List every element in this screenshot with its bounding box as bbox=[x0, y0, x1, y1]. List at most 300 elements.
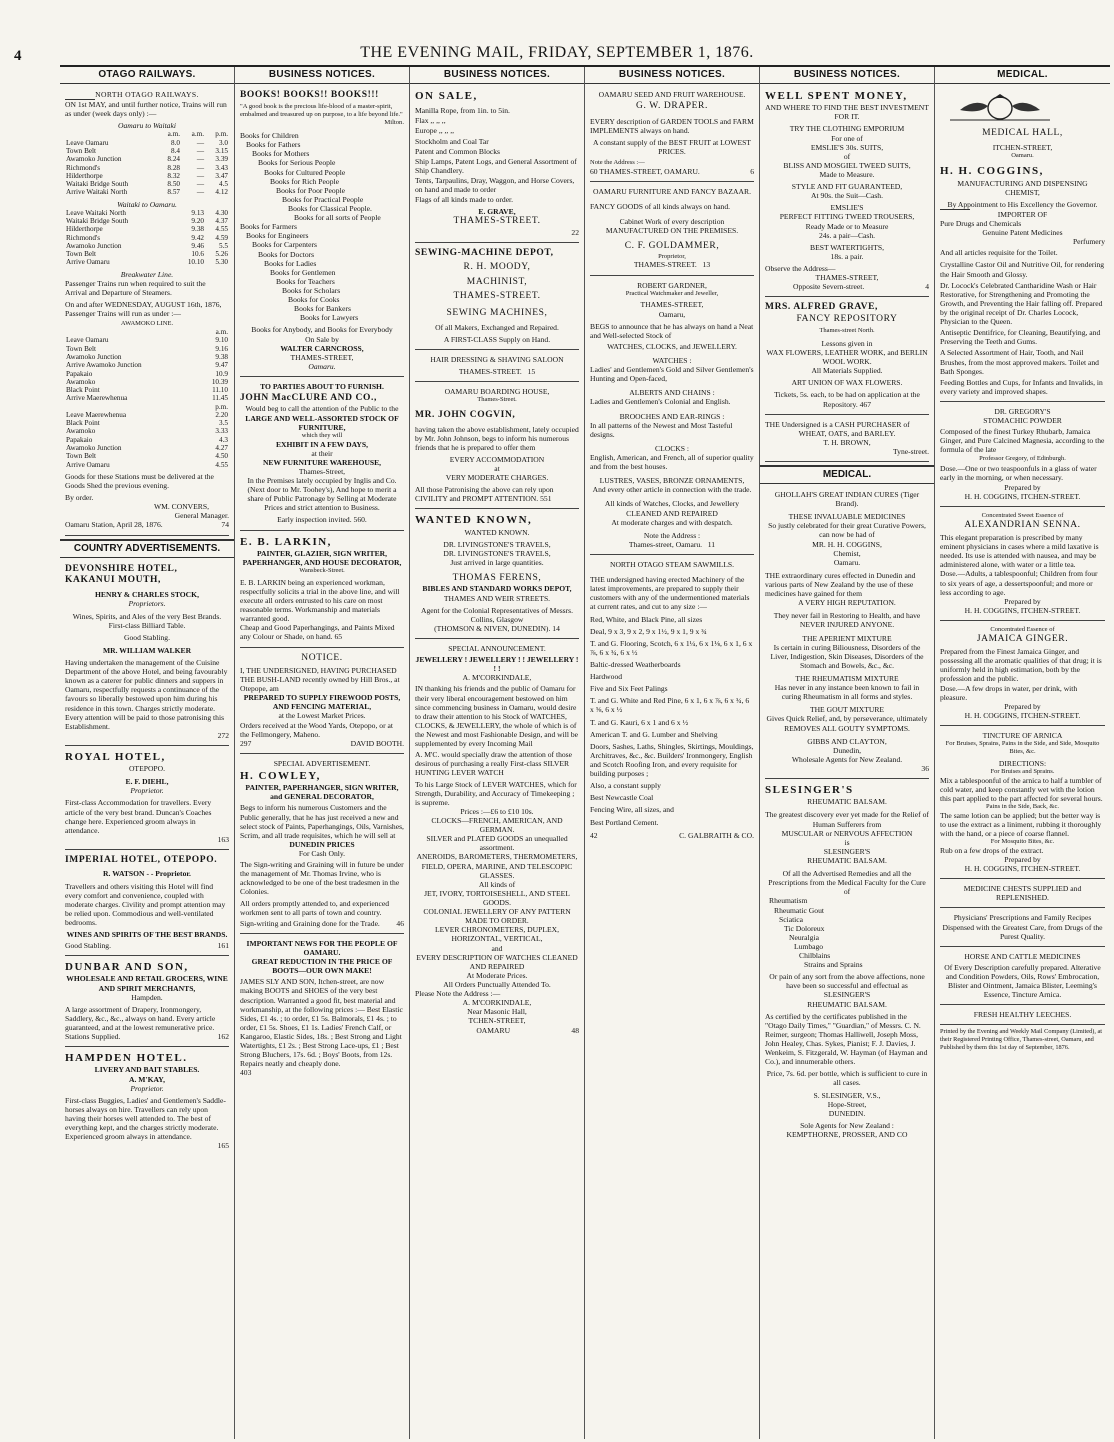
ad-subtitle: MR. WILLIAM WALKER bbox=[102, 645, 192, 655]
ad-street: Tyne-street. bbox=[893, 446, 929, 456]
ad-owner: A. M'CORKINDALE, bbox=[462, 998, 532, 1008]
timetable-row bbox=[65, 361, 229, 369]
station-name: Leave Oamaru bbox=[66, 138, 109, 147]
ad-owner: G. W. DRAPER. bbox=[636, 101, 708, 112]
timetable-title: Oamaru to Waitaki bbox=[118, 121, 176, 131]
list-item: Sciatica bbox=[779, 914, 804, 924]
station-name: Richmond's bbox=[66, 163, 101, 172]
ad-text: BLISS AND MOSGIEL TWEED SUITS, bbox=[783, 160, 911, 170]
ad-text: DR. LIVINGSTONE'S TRAVELS, bbox=[443, 539, 551, 549]
ad-place: Oamaru. bbox=[1011, 151, 1034, 159]
ad-subtitle: MACHINIST, bbox=[466, 276, 528, 287]
timetable-row bbox=[65, 172, 229, 180]
ad-owner: R. H. MOODY, bbox=[463, 262, 531, 273]
timetable-row bbox=[65, 411, 229, 419]
ad-street: THAMES-STREET. bbox=[453, 216, 541, 227]
list-item: Flax ,, ,, ,, bbox=[415, 116, 446, 126]
ad-text: First-class Buggies, Ladies' and Gentlemen's Saddle-horses always on hire. Travellers can rely upon having their horses well attended to. The best of everything kept, and the charges strictly moderate. Experienced groom always in attendance. bbox=[65, 1095, 226, 1142]
ad-subtitle: WHEAT, OATS, and BARLEY. bbox=[798, 428, 896, 438]
ad-owner: DAVID BOOTH. bbox=[350, 738, 404, 748]
ad-text: Physicians' Prescriptions and Family Recipes Dispensed with the Greatest Care, from Drugs of the Purest Quality. bbox=[942, 913, 1103, 941]
ad-text: Ready Made or to Measure bbox=[805, 221, 889, 231]
timetable-row bbox=[65, 436, 229, 444]
ad-place: OTEPOPO. bbox=[128, 764, 166, 774]
ad-street: Wansbeck-Street. bbox=[299, 566, 345, 574]
departure-time: 9.13 bbox=[191, 208, 204, 217]
ad-text: STYLE AND FIT GUARANTEED, bbox=[791, 182, 903, 192]
list-item: Feeding Bottles and Cups, for Infants and Invalids, in every variety and improved shapes. bbox=[940, 377, 1103, 396]
ad-number: 65 bbox=[334, 632, 343, 642]
signature-name: WM. CONVERS, bbox=[153, 502, 209, 512]
timetable-row bbox=[65, 209, 229, 217]
list-item: Books for Teachers bbox=[276, 276, 335, 286]
ad-text: TRY THE CLOTHING EMPORIUM bbox=[789, 124, 905, 134]
column-heading: OTAGO RAILWAYS. bbox=[60, 67, 234, 84]
departure-time: 9.20 bbox=[191, 217, 204, 226]
ad-text: Composed of the finest Turkey Rhubarb, Jamaica Ginger, and Pure Calcined Magnesia, according to the formula of the late bbox=[940, 427, 1105, 455]
gregory-powder-ad bbox=[940, 404, 1105, 507]
ad-title: WELL SPENT MONEY, bbox=[765, 90, 908, 102]
timetable-row bbox=[65, 258, 229, 266]
notice-ad bbox=[240, 650, 404, 754]
ad-street: ITCHEN-STREET, bbox=[992, 142, 1053, 152]
ad-owner: HENRY & CHARLES STOCK, bbox=[95, 590, 199, 600]
ad-subtitle: JEWELLERY ! JEWELLERY ! ! JEWELLERY ! ! ! bbox=[415, 655, 579, 674]
departure-time: 4.50 bbox=[215, 452, 228, 461]
departure-time: 9.38 bbox=[191, 225, 204, 234]
ad-text: And all articles requisite for the Toilet. bbox=[940, 248, 1058, 258]
ad-street: Thames-street, Oamaru. bbox=[628, 539, 703, 549]
ad-subtitle: COLONIAL JEWELLERY OF ANY PATTERN MADE TO ORDER. bbox=[423, 907, 571, 926]
departure-time: 9.16 bbox=[215, 344, 228, 353]
ad-street: 60 THAMES-STREET, OAMARU. bbox=[590, 166, 700, 176]
departure-time: 11.45 bbox=[212, 394, 228, 403]
station-name: Awamoko Junction bbox=[66, 352, 122, 361]
ad-title: ROYAL HOTEL, bbox=[65, 750, 166, 763]
ad-subtitle: CLEANED AND REPAIRED bbox=[626, 508, 718, 518]
station-name: Town Belt bbox=[66, 250, 97, 259]
timetable-row bbox=[65, 444, 229, 452]
departure-time: 8.50 bbox=[167, 180, 180, 189]
list-item: Manilla Rope, from 1in. to 5in. bbox=[415, 106, 510, 116]
list-item: American T. and G. Lumber and Shelving bbox=[590, 729, 718, 739]
ad-title: NOTICE. bbox=[301, 652, 343, 663]
ad-title: IMPORTANT NEWS FOR THE PEOPLE OF OAMARU. bbox=[246, 938, 398, 957]
ad-subtitle: LARGE AND WELL-ASSORTED STOCK OF FURNITURE, bbox=[245, 413, 399, 432]
ad-subtitle: LIVERY AND BAIT STABLES. bbox=[94, 1065, 200, 1075]
hampden-hotel-ad bbox=[65, 1049, 229, 1155]
ad-place: OAMARU bbox=[476, 1025, 511, 1035]
list-item: Five and Six Feet Palings bbox=[590, 684, 668, 694]
ad-text: EMSLIE'S bbox=[830, 203, 864, 213]
ad-owner: H. H. COGGINS, ITCHEN-STREET. bbox=[964, 864, 1081, 874]
departure-time: 3.5 bbox=[219, 419, 228, 428]
timetable-row bbox=[65, 461, 229, 469]
ad-text: Orders received at the Wood Yards, Otepopo, or at the Fellmongery, Maheno. bbox=[240, 720, 393, 739]
ad-text: Please Note the Address :— bbox=[415, 989, 501, 999]
departure-time: 8.4 bbox=[171, 147, 180, 155]
ad-text: A large assortment of Drapery, Ironmongery, Saddlery, &c., &c., always on hand. Every article guaranteed, and at the lowest remunerative price. bbox=[65, 1004, 216, 1033]
ad-title: TO PARTIES ABOUT TO FURNISH. bbox=[260, 381, 384, 391]
ad-number: 560. bbox=[353, 515, 367, 525]
timetable-row bbox=[65, 164, 229, 172]
ad-number: 46 bbox=[396, 918, 404, 928]
station-name: Arrive Awamoko Junction bbox=[66, 361, 142, 370]
ad-text: Note the Address : bbox=[643, 530, 701, 540]
ad-text: The same lotion can be applied; but the better way is to use the extract as a liniment, rubbing it thoroughly with the hand, or a piece of coarse flannel. bbox=[940, 810, 1102, 838]
ad-place: Hampden. bbox=[131, 992, 163, 1002]
ad-title: MEDICAL HALL, bbox=[982, 128, 1063, 139]
ad-subtitle: Practical Watchmaker and Jeweller, bbox=[625, 289, 719, 297]
ad-subtitle: SLESINGER'S bbox=[823, 846, 871, 856]
ad-text: EMSLIE'S 30s. SUITS, bbox=[810, 142, 884, 152]
list-item: Books for Children bbox=[240, 131, 299, 141]
station-name: Town Belt bbox=[66, 452, 97, 461]
ad-street: THAMES-STREET, bbox=[290, 352, 354, 362]
station-name: Black Point bbox=[66, 419, 100, 428]
ad-text: having taken the above establishment, lately occupied by Mr. John Johnson, begs to inform his numerous friends that he is prepared to offer them bbox=[415, 424, 579, 452]
ad-title: ROBERT GARDNER, bbox=[637, 280, 707, 290]
ad-place: Dunedin, bbox=[832, 745, 862, 755]
station-name: Waitaki Bridge South bbox=[66, 217, 129, 226]
ad-number: 48 bbox=[571, 1025, 579, 1035]
cash-purchaser-ad bbox=[765, 417, 929, 462]
ad-street: THAMES-STREET, bbox=[640, 300, 704, 310]
ad-subtitle: A VERY HIGH REPUTATION. bbox=[798, 598, 896, 608]
ad-title: DEVONSHIRE HOTEL, KAKANUI MOUTH, bbox=[65, 563, 178, 585]
ad-title: DUNBAR AND SON, bbox=[65, 961, 189, 974]
ad-text: Mix a tablespoonful of the arnica to half a tumbler of cold water, and keep constantly wet with the lotion this part applied to the part affected for several hours. bbox=[940, 775, 1103, 803]
ad-text: Genuine Patent Medicines bbox=[982, 228, 1063, 238]
column-heading: BUSINESS NOTICES. bbox=[235, 67, 409, 84]
prescriptions-ad bbox=[940, 910, 1105, 946]
list-item: Fencing Wire, all sizes, and bbox=[590, 805, 674, 815]
ad-text: Of Every Description carefully prepared. Alterative and Condition Powders, Oils, Rows' Embrocation, Blister and Ointment, Jamaica Blister, Leeming's Essence, Tincture Arnica. bbox=[944, 962, 1101, 1000]
ad-subtitle: DIRECTIONS: bbox=[998, 758, 1047, 768]
station-name: Black Point bbox=[66, 386, 100, 395]
on-sale-ad bbox=[415, 87, 579, 243]
ad-subtitle: RHEUMATIC BALSAM. bbox=[807, 797, 887, 807]
column-heading: BUSINESS NOTICES. bbox=[760, 67, 934, 84]
ad-subtitle: WANTED KNOWN. bbox=[464, 527, 530, 537]
ad-owner: A. M'CORKINDALE, bbox=[462, 673, 532, 683]
departure-time: p.m. bbox=[215, 130, 228, 139]
ad-subtitle: CLOCKS : bbox=[655, 443, 689, 453]
ad-text: Agent for the Colonial Representatives of Messrs. Collins, Glasgow bbox=[420, 605, 574, 624]
dunbar-ad bbox=[65, 958, 229, 1047]
hair-dressing-ad bbox=[415, 352, 579, 382]
ad-text: at the Lowest Market Prices. bbox=[278, 711, 366, 721]
ad-number: 163 bbox=[217, 834, 229, 844]
ad-text: Sole Agents for New Zealand : bbox=[800, 1120, 894, 1130]
ad-subtitle: IMPORTER OF bbox=[997, 209, 1048, 219]
ad-owner: H. H. COGGINS, ITCHEN-STREET. bbox=[964, 605, 1081, 615]
section-title: Breakwater Line. bbox=[120, 269, 174, 279]
ad-text: THE extraordinary cures effected in Dunedin and various parts of New Zealand by the use of these medicines have gained for them bbox=[765, 570, 916, 599]
station-name: Awamoko Junction bbox=[66, 155, 122, 164]
departure-time: 3.15 bbox=[215, 147, 228, 155]
ailment-list bbox=[765, 896, 929, 969]
ad-text: Pure Drugs and Chemicals bbox=[940, 219, 1022, 229]
ad-text: THE Undersigned is a CASH PURCHASER of bbox=[765, 419, 910, 429]
ad-subtitle: THE RHEUMATISM MIXTURE bbox=[795, 674, 899, 684]
ad-text: Near Masonic Hall, bbox=[467, 1007, 527, 1017]
ad-street: THAMES-STREET. bbox=[458, 367, 522, 377]
list-item: Books for Scholars bbox=[282, 285, 341, 295]
station-name: Leave Maerewhenua bbox=[66, 410, 127, 419]
station-name bbox=[65, 328, 205, 336]
list-item: Books for Gentlemen bbox=[270, 267, 336, 277]
ad-owner: JOHN MacCLURE AND CO., bbox=[240, 393, 377, 404]
ad-subtitle: NEVER INJURED ANYONE. bbox=[799, 620, 895, 630]
books-ad bbox=[240, 87, 404, 377]
departure-time: 3.39 bbox=[215, 155, 228, 164]
ad-title: TINCTURE OF ARNICA bbox=[982, 731, 1063, 741]
ad-owner: R. WATSON - - Proprietor. bbox=[103, 869, 191, 879]
list-item: Best Portland Cement. bbox=[590, 817, 659, 827]
ad-text: At Moderate Prices. bbox=[466, 970, 528, 980]
ghollah-cures-ad bbox=[765, 487, 929, 779]
ad-title: DR. GREGORY'S bbox=[994, 407, 1051, 416]
sawmills-ad bbox=[590, 557, 754, 845]
newspaper-columns bbox=[60, 67, 1110, 1439]
ad-text: Ladies and Gentlemen's Colonial and English. bbox=[590, 397, 731, 407]
list-item: Books for Doctors bbox=[258, 249, 315, 259]
ad-text: So justly celebrated for their great Curative Powers, can now be had of bbox=[768, 521, 926, 540]
ad-number: 6 bbox=[750, 166, 754, 176]
ad-text: Wines, Spirits, and Ales of the very Best Brands. First-class Billiard Table. bbox=[72, 611, 222, 630]
ad-place: Oamaru, bbox=[658, 309, 686, 319]
list-item: Books for Serious People bbox=[258, 158, 336, 168]
ad-text: All Orders Punctually Attended To. bbox=[443, 979, 551, 989]
station-name: Papakaio bbox=[66, 435, 93, 444]
ad-street: Thames-Street. bbox=[477, 396, 517, 404]
ad-subtitle: WATCHES, CLOCKS, and JEWELLERY. bbox=[607, 341, 737, 351]
ad-text: All kinds of bbox=[478, 879, 516, 889]
departure-time: 5.5 bbox=[219, 241, 228, 250]
ad-subtitle: WAX FLOWERS, LEATHER WORK, and BERLIN WOOL WORK. bbox=[766, 347, 928, 367]
timetable-waitaki-oamaru bbox=[65, 209, 229, 267]
ad-text: Rub on a few drops of the extract. bbox=[940, 845, 1044, 855]
departure-time: 3.33 bbox=[215, 427, 228, 436]
ad-text: Tickets, 5s. each, to be had on application at the Repository. bbox=[774, 390, 920, 409]
station-name bbox=[65, 130, 157, 138]
ad-text: Dose.—One or two teaspoonfuls in a glass of water early in the morning, or when necessary. bbox=[940, 464, 1097, 483]
ad-subtitle: THE APERIENT MIXTURE bbox=[802, 633, 892, 643]
ad-subtitle: GREAT REDUCTION IN THE PRICE OF BOOTS—OUR OWN MAKE! bbox=[251, 957, 393, 976]
books-list bbox=[240, 131, 404, 322]
departure-time: a.m. bbox=[215, 328, 228, 337]
ad-text: Sign-writing and Graining done for the Trade. bbox=[240, 918, 380, 928]
ad-subtitle: PERFECT FITTING TWEED TROUSERS, bbox=[779, 212, 915, 222]
ad-text: Lessons given in bbox=[821, 338, 873, 348]
ad-text: For Mosquito Bites, &c. bbox=[990, 838, 1055, 846]
list-item: T. and G. Flooring, Scotch, 6 x 1¼, 6 x 1⅛, 6 x 1, 6 x ⅞, 6 x ¾, 6 x ½ bbox=[590, 638, 753, 657]
ad-subtitle: THESE INVALUABLE MEDICINES bbox=[788, 512, 906, 522]
ad-text: Dose.—A few drops in water, per drink, with pleasure. bbox=[940, 683, 1078, 702]
ad-title: IMPERIAL HOTEL, OTEPOPO. bbox=[65, 855, 218, 866]
ad-title: OAMARU SEED AND FRUIT WAREHOUSE. bbox=[598, 90, 746, 99]
departure-time: 4.27 bbox=[215, 444, 228, 453]
station-name: Arrive Waitaki North bbox=[66, 188, 128, 197]
section-heading: COUNTRY ADVERTISEMENTS. bbox=[60, 539, 234, 558]
station-name bbox=[65, 403, 205, 411]
ad-title: HAIR DRESSING & SHAVING SALOON bbox=[430, 355, 564, 365]
timetable-row bbox=[65, 225, 229, 233]
departure-time: 4.55 bbox=[215, 225, 228, 234]
signature-title: General Manager. bbox=[174, 511, 229, 521]
ad-street: THAMES-STREET. bbox=[633, 260, 697, 270]
railway-ad bbox=[65, 87, 229, 536]
ad-subtitle: EVERY DESCRIPTION OF WATCHES CLEANED AND REPAIRED bbox=[416, 952, 578, 971]
list-item: Books for Lawyers bbox=[300, 313, 359, 323]
list-item: Books for Engineers bbox=[246, 231, 309, 241]
ad-number: 165 bbox=[217, 1141, 229, 1151]
ad-text: Is certain in curing Biliousness, Disorders of the Liver, Indigestion, Skin Diseases, Disorders of the Stomach and Bowels, &c., &c. bbox=[770, 642, 924, 670]
ad-subtitle: THE GOUT MIXTURE bbox=[809, 705, 885, 715]
ad-text: Of all Makers, Exchanged and Repaired. bbox=[435, 322, 559, 332]
ad-place: DUNEDIN. bbox=[828, 1108, 866, 1118]
list-item: Ship Lamps, Patent Logs, and General Assortment of Ship Chandlery. bbox=[415, 156, 577, 175]
ad-text: DR. LIVINGSTONE'S TRAVELS, bbox=[443, 548, 551, 558]
ad-text: JAMES SLY AND SON, Itchen-street, are now making BOOTS and SHOES of the very best description. Warranted a good fit, best material and workmanship, at the following prices :— Best Elastic Sides, £1 4s. ; to order, £1 5s. Balmorals, £1 4s. ; to order, £1 5s. Shoes, £1 1s. Ladies' French Calf, or Kangaroo, Elastic Sides, 18s. ; Best Strong and Light Watertights, £1 2s. ; Best Strong Lace-ups, £1 ; Best Strong Bluchers, 17s. 6d. ; Boys' Boots, from 12s. Repairs neatly and cheaply done. bbox=[240, 977, 403, 1069]
ad-text: This elegant preparation is prescribed by many eminent physicians in cases where a mild laxative is needed. Its use is attended with nausea, and may be administered alone, with water or a little tea. bbox=[940, 532, 1099, 570]
ad-subtitle: WHOLESALE AND RETAIL GROCERS, WINE AND SPIRIT MERCHANTS, bbox=[66, 974, 228, 993]
ad-title: NORTH OTAGO RAILWAYS. bbox=[95, 90, 199, 99]
ad-text: Professor Gregory, of Edinburgh. bbox=[979, 454, 1066, 462]
timetable-row bbox=[65, 139, 229, 147]
list-item: Also, a constant supply bbox=[590, 781, 661, 791]
ad-subtitle: RHEUMATIC BALSAM. bbox=[807, 999, 887, 1009]
ad-subtitle: ART UNION OF WAX FLOWERS. bbox=[791, 378, 903, 388]
cowley-ad bbox=[240, 756, 404, 934]
ad-role: Proprietor, bbox=[658, 252, 686, 260]
timetable-row bbox=[65, 345, 229, 353]
timetable-row bbox=[65, 419, 229, 427]
ad-text: at bbox=[494, 464, 500, 474]
ad-text: Books for Anybody, and Books for Everybody bbox=[251, 325, 393, 335]
ad-number: 15 bbox=[527, 367, 536, 377]
ad-text: Has never in any instance been known to fail in curing Rheumatism in all forms and styles. bbox=[774, 683, 920, 702]
departure-time: 9.42 bbox=[191, 233, 204, 242]
ad-text: At 90s. the Suit—Cash. bbox=[811, 191, 883, 201]
toilet-articles-list bbox=[940, 260, 1105, 396]
list-item: Tic Doloreux bbox=[784, 923, 825, 933]
column-2 bbox=[235, 67, 410, 1439]
ad-text: Wholesale Agents for New Zealand. bbox=[791, 754, 903, 764]
ad-text: EVERY description of GARDEN TOOLS and FARM IMPLEMENTS always on hand. bbox=[590, 116, 754, 135]
ad-text: And every other article in connection with the trade. bbox=[592, 485, 752, 495]
ad-text: which they will bbox=[301, 431, 343, 439]
ad-title: OAMARU FURNITURE AND FANCY BAZAAR. bbox=[592, 186, 751, 196]
ad-number: 272 bbox=[217, 730, 229, 740]
ad-text: 24s. a pair—Cash. bbox=[818, 230, 876, 240]
ad-text: Dose.—Adults, a tablespoonful; Children from four to six years of age, a dessertspoonful; and more or less according to age. bbox=[940, 569, 1098, 597]
list-item: Books for Carpenters bbox=[252, 240, 317, 250]
ad-text: Of all the Advertised Remedies and all the Prescriptions from the Medical Faculty for the Cure of bbox=[768, 869, 926, 897]
ad-street: THAMES-STREET. bbox=[453, 291, 541, 302]
jewellery-ad bbox=[415, 641, 579, 1040]
section-title: AWAMOKO LINE. bbox=[120, 320, 174, 328]
imperial-hotel-ad bbox=[65, 852, 229, 956]
ad-text: Concentrated Sweet Essence of bbox=[981, 511, 1064, 519]
departure-time: — bbox=[196, 163, 204, 172]
list-item: Hardwood bbox=[590, 672, 623, 682]
timetable-row bbox=[65, 394, 229, 402]
station-name: Awamoko Junction bbox=[66, 241, 122, 250]
column-5 bbox=[760, 67, 935, 1439]
departure-time: — bbox=[196, 171, 204, 180]
list-item: Crystalline Castor Oil and Nutritive Oil, for rendering the Hair Smooth and Glossy. bbox=[940, 260, 1105, 279]
station-name: Arrive Oamaru bbox=[66, 460, 110, 469]
ad-role: Chemist, bbox=[833, 548, 861, 558]
section-heading: MEDICAL. bbox=[760, 465, 934, 484]
ad-subtitle: VERY MODERATE CHARGES. bbox=[445, 473, 549, 483]
ad-title: OAMARU BOARDING HOUSE, bbox=[444, 387, 550, 397]
ad-text: of bbox=[843, 151, 851, 161]
livingstone-ad bbox=[415, 511, 579, 639]
ad-text: Made to Measure. bbox=[819, 169, 875, 179]
ad-number: 467 bbox=[859, 399, 872, 409]
ad-subtitle: BROOCHES AND EAR-RINGS : bbox=[619, 411, 725, 421]
departure-time: 4.30 bbox=[215, 208, 228, 217]
ad-text: In the Premises lately occupied by Inglis and Co. (Next door to Mr. Toohey's), And hope to merit a share of Public Patronage by Selling at Moderate Prices and strict attention to Business. bbox=[247, 476, 397, 513]
slesinger-balsam-ad bbox=[765, 781, 929, 1144]
ad-title: E. B. LARKIN, bbox=[240, 535, 332, 548]
departure-time: a.m. bbox=[167, 130, 180, 139]
ad-subtitle: WINES AND SPIRITS OF THE BEST BRANDS. bbox=[66, 930, 228, 940]
ad-subtitle: MANUFACTURING AND DISPENSING CHEMIST, bbox=[957, 178, 1088, 197]
arnica-ad bbox=[940, 728, 1105, 879]
list-item: Books for all sorts of People bbox=[294, 213, 381, 223]
ad-title: NORTH OTAGO STEAM SAWMILLS. bbox=[609, 560, 735, 569]
list-item: Antiseptic Dentifrice, for Cleaning, Beautifying, and Preserving the Teeth and Gums. bbox=[940, 328, 1101, 347]
sale-items bbox=[415, 106, 579, 204]
departure-time: 10.39 bbox=[211, 377, 228, 386]
ad-text: Prepared by bbox=[1004, 854, 1041, 864]
timetable-row bbox=[65, 155, 229, 163]
departure-time: 4.12 bbox=[215, 188, 228, 197]
ad-text: Perfumery bbox=[1072, 237, 1105, 247]
ad-subtitle: For Bruises, Sprains, Pains in the Side, and Side, Mosquito Bites, &c. bbox=[945, 740, 1100, 755]
ad-text: ON 1st MAY, and until further notice, Trains will run as under (week days only) :— bbox=[65, 100, 227, 119]
ad-text: All Materials Supplied. bbox=[811, 366, 883, 376]
departure-time: 8.0 bbox=[171, 138, 180, 147]
ad-text: Prepared by bbox=[1004, 596, 1041, 606]
list-item: Rheumatic Gout bbox=[774, 905, 824, 915]
leeches-ad bbox=[940, 1007, 1105, 1025]
ad-text: Pains in the Side, Back, &c. bbox=[986, 802, 1059, 810]
ad-owner: GIBBS AND CLAYTON, bbox=[807, 736, 887, 746]
column-4 bbox=[585, 67, 760, 1439]
departure-time: 9.38 bbox=[215, 352, 228, 361]
list-item: Chilblains bbox=[799, 951, 831, 961]
ad-subtitle: LEVER CHRONOMETERS, DUPLEX, HORIZONTAL, VERTICAL, bbox=[434, 925, 560, 944]
ad-owner: T. H. BROWN, bbox=[823, 437, 871, 447]
ad-text: BEGS to announce that he has always on hand a Neat and Well-selected Stock of bbox=[590, 321, 754, 340]
list-item: Books for Poor People bbox=[276, 185, 345, 195]
ad-owner: KEMPTHORNE, PROSSER, AND CO bbox=[786, 1130, 908, 1140]
ad-owner: H. H. COGGINS, ITCHEN-STREET. bbox=[964, 491, 1081, 501]
ad-title: BOOKS! BOOKS!! BOOKS!!! bbox=[240, 90, 379, 100]
list-item: Neuralgia bbox=[789, 932, 819, 942]
ad-title: SPECIAL ANNOUNCEMENT. bbox=[448, 644, 546, 654]
ad-text: E. B. LARKIN being an experienced workman, respectfully solicits a trial in the above line, and will execute all orders entrusted to his care on most reasonable terms. Workmanship and materials warranted good. bbox=[240, 577, 400, 624]
ad-text: First-class Accommodation for travellers. Every article of the very best brand. Duncan's Coaches change here. Experienced groom always in attendance. bbox=[65, 798, 212, 835]
ad-owner: H. H. COGGINS, ITCHEN-STREET. bbox=[964, 710, 1081, 720]
ad-text: Travellers and others visiting this Hotel will find every comfort and convenience, coupled with moderate charges. Civility and prompt attention may be relied upon. Commodious and well-ventilated bedrooms. bbox=[65, 881, 226, 927]
list-item: Baltic-dressed Weatherboards bbox=[590, 659, 681, 669]
